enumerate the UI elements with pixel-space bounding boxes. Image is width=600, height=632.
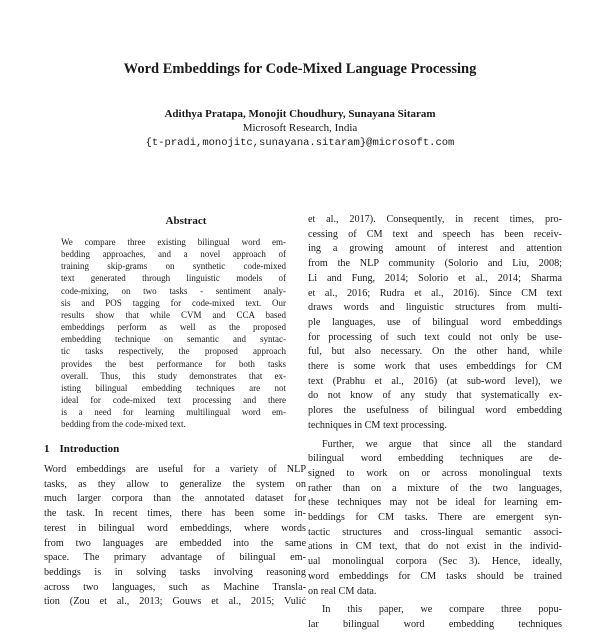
text-line: embedding technique on semantic and syntac- bbox=[61, 334, 286, 345]
text-line: signed to work on or across monolingual texts bbox=[308, 467, 562, 479]
text-line: ful, but also necessary. On the other hand, while bbox=[308, 346, 562, 358]
text-line: on real CM data. bbox=[308, 585, 377, 597]
section-title: Introduction bbox=[59, 443, 120, 455]
text-line: plores the usefulness of bilingual word embedding bbox=[308, 405, 562, 417]
text-line: draws words and linguistic structures from multi- bbox=[308, 302, 562, 314]
text-line: overall. Thus, this study demonstrates that ex- bbox=[61, 370, 286, 381]
text-line: across two languages, such as Machine Transla- bbox=[44, 581, 306, 593]
text-line: isting bilingual embedding techniques are not bbox=[61, 382, 286, 393]
text-line: In this paper, we compare three popu- bbox=[322, 604, 562, 616]
text-line: ing a growing amount of interest and attention bbox=[308, 243, 562, 255]
text-line: ple languages, use of bilingual word embeddings bbox=[308, 316, 562, 328]
paper-title: Word Embeddings for Code-Mixed Language Processing bbox=[123, 61, 477, 77]
text-line: there is some work that uses embeddings for CM bbox=[308, 361, 562, 372]
text-line: beddings for CM tasks. There are emergent syn- bbox=[308, 512, 562, 523]
text-line: sis and POS tagging for code-mixed text. Our bbox=[61, 297, 286, 308]
text-line: bedding approaches, and a novel approach of bbox=[61, 249, 286, 260]
text-line: do not know of any study that systematically ex- bbox=[308, 390, 562, 402]
text-line: rather than on a mixture of the two languages, bbox=[308, 482, 562, 494]
text-line: code-mixing, on two tasks - sentiment analy- bbox=[61, 285, 286, 296]
affiliation: Microsoft Research, India bbox=[242, 122, 358, 134]
text-line: tasks, as they allow to generalize the system on bbox=[44, 478, 306, 490]
text-line: much larger corpora than the annotated dataset for bbox=[44, 493, 306, 505]
text-line: these techniques may not be ideal for learning em- bbox=[308, 497, 562, 509]
section-number: 1 bbox=[44, 443, 50, 455]
text-line: text generated through linguistic models of bbox=[61, 273, 286, 284]
text-line: embeddings perform as well as the proposed bbox=[61, 322, 286, 333]
text-line: text (Prabhu et al., 2016) (at sub-word level), we bbox=[308, 375, 562, 387]
text-line: bilingual word embedding techniques are de- bbox=[308, 453, 562, 465]
text-line: Word embeddings are useful for a variety of NLP bbox=[44, 464, 306, 475]
text-line: Li and Fung, 2014; Solorio et al., 2014; Sharma bbox=[308, 272, 562, 284]
section-heading-introduction bbox=[44, 443, 119, 455]
text-line: results show that while CVM and CCA based bbox=[61, 309, 286, 320]
author-emails: {t-pradi,monojitc,sunayana.sitaram}@microsoft.com bbox=[145, 137, 455, 149]
text-line: beddings is in solving tasks involving reasoning bbox=[44, 566, 306, 578]
text-line: bedding from the code-mixed text. bbox=[61, 419, 186, 430]
author-list: Adithya Pratapa, Monojit Choudhury, Sunayana Sitaram bbox=[164, 108, 436, 120]
text-line: ual monolingual corpora (Sec 3). Hence, ideally, bbox=[308, 556, 562, 568]
text-line: tic tasks respectively, the proposed approach bbox=[61, 346, 286, 357]
text-line: provides the best performance for both tasks bbox=[61, 358, 286, 369]
text-line: tion (Zou et al., 2013; Gouws et al., 2015; Vulić bbox=[44, 596, 306, 608]
text-line: Further, we argue that since all the standard bbox=[322, 438, 562, 450]
text-line: the task. In recent times, there has been some in- bbox=[44, 508, 306, 520]
text-line: cessing of CM text and speech has been receiv- bbox=[308, 228, 562, 240]
text-line: space. The primary advantage of bilingual em- bbox=[44, 552, 306, 564]
text-line: terest in bilingual word embeddings, where words bbox=[44, 522, 306, 534]
text-line: lar bilingual word embedding techniques bbox=[308, 618, 562, 630]
text-line: et al., 2017). Consequently, in recent times, pro- bbox=[308, 214, 562, 225]
text-line: ideal for code-mixed text processing and there bbox=[61, 394, 286, 405]
text-line: word embeddings for CM tasks should be trained bbox=[308, 570, 562, 582]
text-line: is a need for learning multilingual word em- bbox=[61, 407, 286, 418]
text-line: et al., 2016; Rudra et al., 2016). Since CM text bbox=[308, 287, 562, 299]
abstract-heading: Abstract bbox=[165, 215, 207, 227]
text-line: training skip-grams on synthetic code-mixed bbox=[61, 261, 286, 272]
text-line: from two languages are embedded into the same bbox=[44, 537, 306, 549]
text-line: ations in CM text, that do not exist in the individ- bbox=[308, 541, 562, 553]
text-line: for processing of such text could not only be use- bbox=[308, 331, 562, 343]
text-line: techniques in CM text processing. bbox=[308, 419, 447, 431]
text-line: from the NLP community (Solorio and Liu, 2008; bbox=[308, 258, 562, 270]
text-line: tactic structures and cross-lingual semantic associ- bbox=[308, 526, 562, 538]
text-line: We compare three existing bilingual word em- bbox=[61, 237, 286, 247]
